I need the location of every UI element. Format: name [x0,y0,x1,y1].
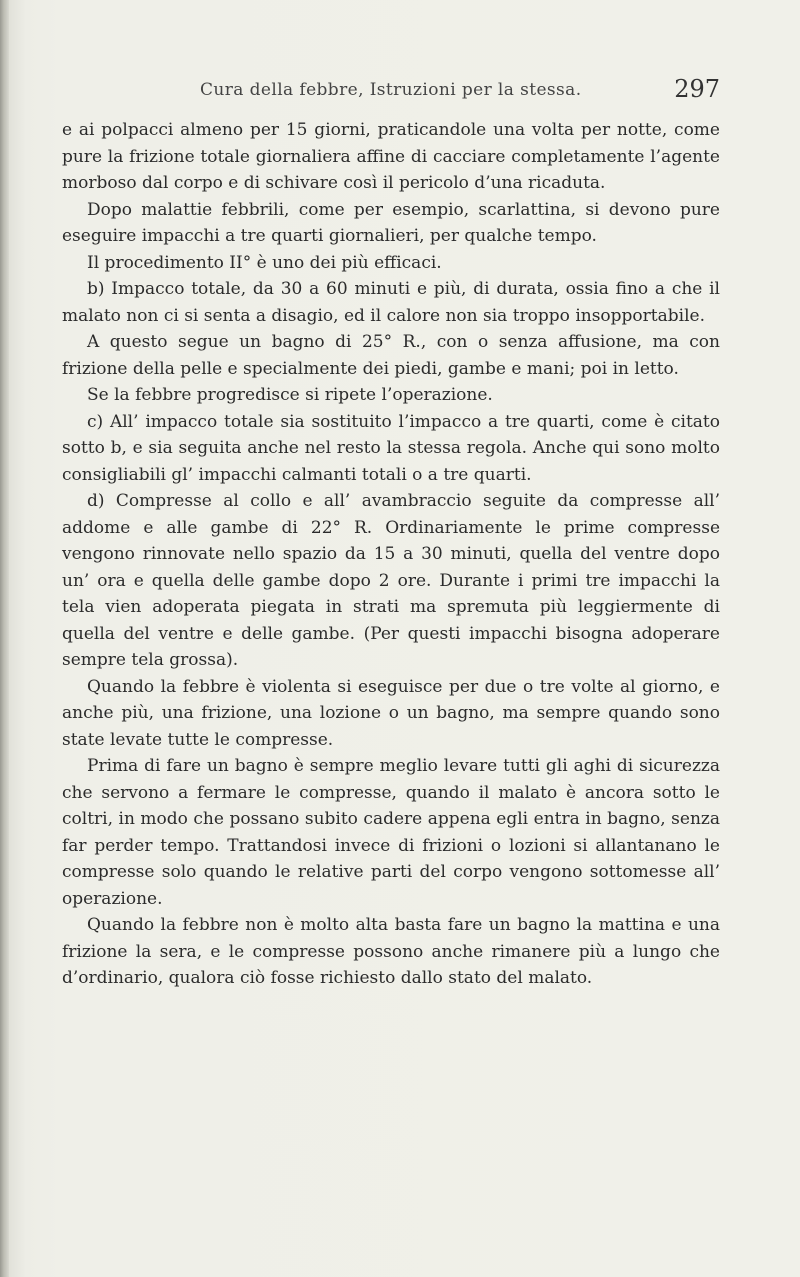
paragraph: Quando la febbre è violenta si eseguisce per due o tre volte al giorno, e anche più, una frizione, una lozione o un bagno, ma sempre quando sono state levate tutte le compresse. [62,676,720,750]
page-number: 297 [674,75,720,103]
paragraph: c) All’ impacco totale sia sostituito l’impacco a tre quarti, come è citato sotto b, e sia seguita anche nel resto la stessa regola. Anche qui sono molto consigliabili gl’ impacchi calmanti totali o a tre quarti. [62,411,720,485]
paragraph-continuation: e ai polpacci almeno per 15 giorni, praticandole una volta per notte, come pure la frizione totale giornaliera affine di cacciare completamente l’agente morboso dal corpo e di schivare così il pericolo d’una ricaduta. [62,120,720,193]
paragraph: Se la febbre progredisce si ripete l’operazione. [87,385,493,405]
page-header [60,75,720,110]
paragraph: Il procedimento II° è uno dei più efficaci. [87,252,442,273]
paragraph: A questo segue un bagno di 25° R., con o senza affusione, ma con frizione della pelle e specialmente dei piedi, gambe e mani; poi in letto. [62,332,720,379]
paragraph: Quando la febbre non è molto alta basta fare un bagno la mattina e una frizione la sera, e le compresse possono anche rimanere più a lungo che d’ordinario, qualora ciò fosse richiesto dallo stato del malato. [62,915,720,988]
body-text [62,117,720,992]
paragraph: b) Impacco totale, da 30 a 60 minuti e più, di durata, ossia fino a che il malato non ci si senta a disagio, ed il calore non sia troppo insopportabile. [62,279,720,326]
paragraph: Prima di fare un bagno è sempre meglio levare tutti gli aghi di sicurezza che servono a fermare le compresse, quando il malato è ancora sotto le coltri, in modo che possano subito cadere appena egli entra in bagno, senza far perder tempo. Trattandosi invece di frizioni o lozioni si allantanano le compresse solo quando le relative parti del corpo vengono sottomesse all’ operazione. [62,756,720,909]
paragraph: d) Compresse al collo e all’ avambraccio seguite da compresse all’ addome e alle gambe di 22° R. Ordinariamente le prime compresse vengono rinnovate nello spazio da 15 a 30 minuti, quella del ventre dopo un’ ora e quella delle gambe dopo 2 ore. Durante i primi tre impacchi la tela vien adoperata piegata in strati ma spremuta più leggiermente di quella del ventre e delle gambe. (Per questi impacchi bisogna adoperare sempre tela grossa). [62,491,720,670]
paragraph: Dopo malattie febbrili, come per esempio, scarlattina, si devono pure eseguire impacchi a tre quarti giornalieri, per qualche tempo. [62,199,720,246]
book-spine-shadow [0,0,9,1277]
running-title: Cura della febbre, Istruzioni per la stessa. [200,80,582,100]
